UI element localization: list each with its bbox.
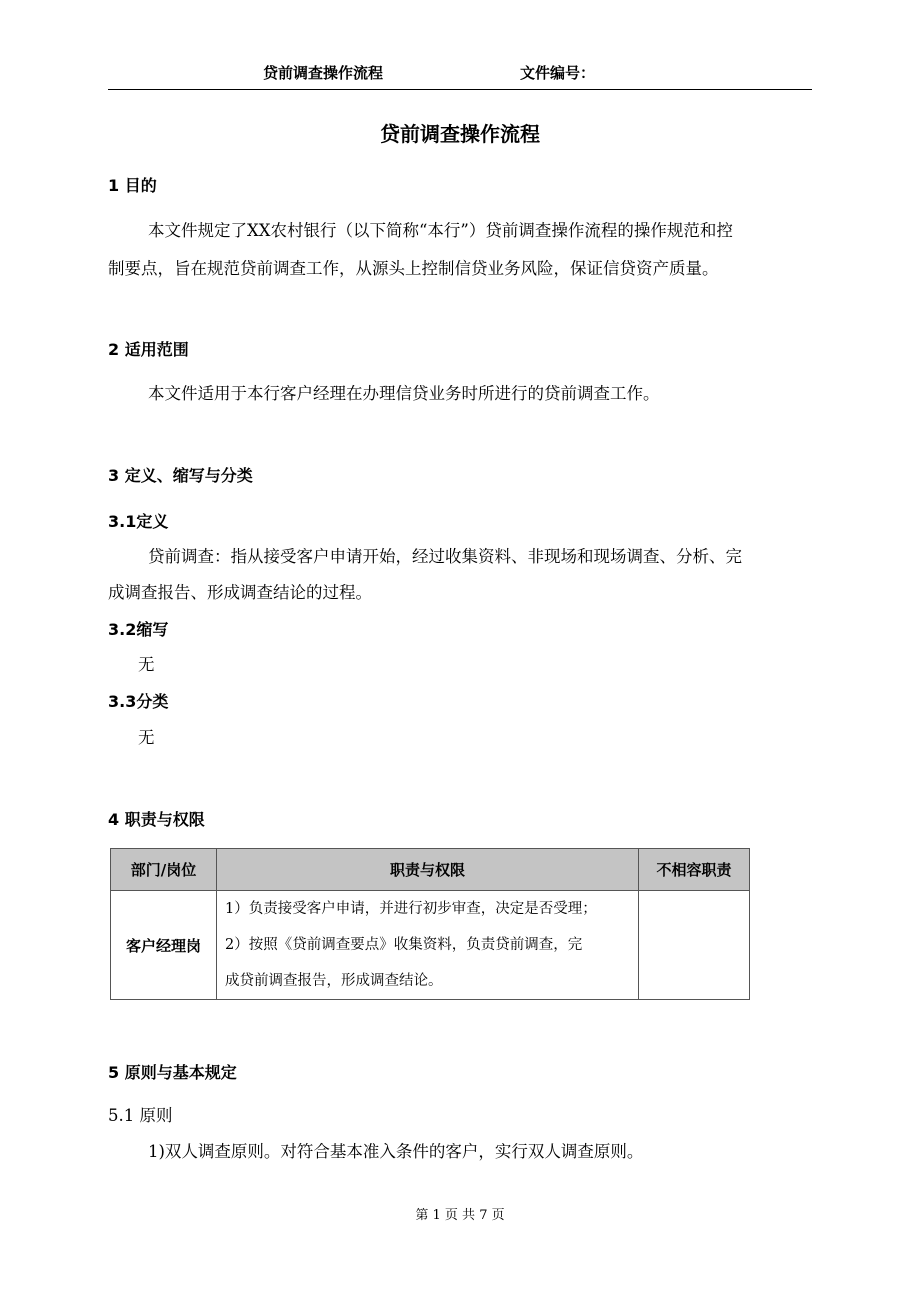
section-2-heading: 2 适用范围 bbox=[108, 340, 189, 359]
duty-line-3: 成贷前调查报告，形成调查结论。 bbox=[225, 973, 443, 989]
principle-1: 1)双人调查原则。对符合基本准入条件的客户，实行双人调查原则。 bbox=[148, 1142, 644, 1161]
col-header-duties: 职责与权限 bbox=[217, 849, 639, 891]
definition-line-2: 成调查报告、形成调查结论的过程。 bbox=[108, 583, 372, 602]
duty-line-2: 2）按照《贷前调查要点》收集资料，负责贷前调查，完 bbox=[225, 937, 583, 953]
cell-duties bbox=[217, 891, 639, 1000]
section-4-heading: 4 职责与权限 bbox=[108, 810, 205, 829]
header-doc-title: 贷前调查操作流程 bbox=[263, 64, 384, 82]
definition-line-1: 贷前调查：指从接受客户申请开始，经过收集资料、非现场和现场调查、分析、完 bbox=[148, 547, 742, 566]
section-3-2-body: 无 bbox=[138, 655, 155, 674]
section-3-heading: 3 定义、缩写与分类 bbox=[108, 466, 253, 485]
section-2-line: 本文件适用于本行客户经理在办理信贷业务时所进行的贷前调查工作。 bbox=[148, 384, 660, 403]
section-5-1-heading: 5.1 原则 bbox=[108, 1106, 173, 1125]
table-row bbox=[111, 891, 750, 1000]
section-3-3-body: 无 bbox=[138, 728, 155, 747]
section-3-1-heading: 3.1定义 bbox=[108, 512, 169, 531]
responsibility-table bbox=[110, 848, 750, 1000]
duty-line-1: 1）负责接受客户申请，并进行初步审查，决定是否受理； bbox=[225, 901, 597, 917]
cell-incompatible bbox=[639, 891, 750, 1000]
col-header-dept: 部门/岗位 bbox=[111, 849, 217, 891]
page-footer: 第 1 页 共 7 页 bbox=[415, 1208, 505, 1223]
section-5-heading: 5 原则与基本规定 bbox=[108, 1063, 237, 1082]
col-header-incompatible: 不相容职责 bbox=[639, 849, 750, 891]
header-rule bbox=[108, 89, 812, 90]
table-header-row bbox=[111, 849, 750, 891]
page-title: 贷前调查操作流程 bbox=[380, 122, 540, 146]
section-1-heading: 1 目的 bbox=[108, 176, 157, 195]
cell-dept: 客户经理岗 bbox=[111, 891, 217, 1000]
header-doc-number-label: 文件编号： bbox=[520, 64, 596, 82]
section-1-line-2: 制要点，旨在规范贷前调查工作，从源头上控制信贷业务风险，保证信贷资产质量。 bbox=[108, 259, 719, 278]
section-3-3-heading: 3.3分类 bbox=[108, 692, 169, 711]
section-3-2-heading: 3.2缩写 bbox=[108, 620, 169, 639]
section-1-line-1: 本文件规定了XX农村银行（以下简称“本行”）贷前调查操作流程的操作规范和控 bbox=[148, 221, 733, 240]
